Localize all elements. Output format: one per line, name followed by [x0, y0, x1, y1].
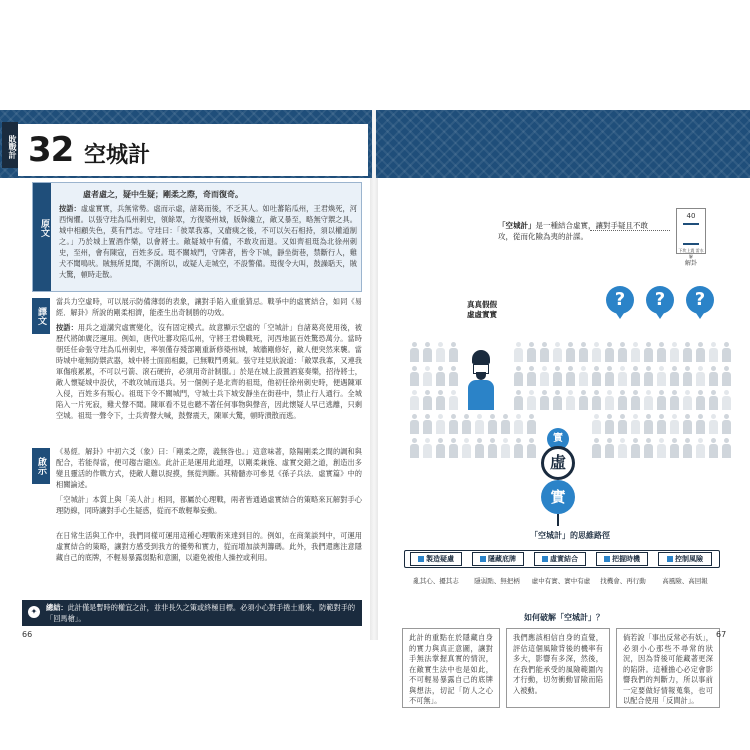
- soldier-icon: [592, 414, 601, 434]
- soldier-icon: [709, 390, 718, 410]
- soldier-icon: [657, 390, 666, 410]
- soldier-icon: [436, 438, 445, 458]
- soldier-icon: [449, 366, 458, 386]
- soldier-icon: [657, 438, 666, 458]
- soldier-icon: [410, 438, 419, 458]
- soldier-icon: [657, 414, 666, 434]
- original-label: 原文: [39, 219, 49, 237]
- soldier-icon: [683, 438, 692, 458]
- soldier-icon: [423, 414, 432, 434]
- soldier-icon: [475, 438, 484, 458]
- real-fake-label: 真真假假 虛虛實實: [467, 300, 497, 319]
- shi-badge-top: 實: [547, 428, 569, 450]
- center-arrow: [557, 514, 559, 526]
- soldier-icon: [592, 438, 601, 458]
- soldier-icon: [696, 342, 705, 362]
- question-bubble-3: ?: [686, 286, 714, 314]
- soldier-icon: [423, 342, 432, 362]
- soldier-icon: [605, 390, 614, 410]
- general-body: [468, 380, 494, 410]
- soldier-icon: [631, 366, 640, 386]
- general-hat: [472, 350, 490, 364]
- soldier-icon: [709, 438, 718, 458]
- soldier-icon: [722, 342, 731, 362]
- flow-step-1: 製造疑慮: [410, 552, 462, 566]
- soldier-icon: [605, 414, 614, 434]
- soldier-icon: [657, 342, 666, 362]
- soldier-icon: [488, 438, 497, 458]
- soldier-icon: [631, 438, 640, 458]
- soldier-icon: [722, 414, 731, 434]
- soldier-icon: [579, 366, 588, 386]
- enlightenment-para-1: 《易經．解卦》中初六爻（象）曰：「剛柔之際，義無咎也。」這意味著，陰陽剛柔之間的調和與配合，若能得當，便可趨吉避凶。此計正是運用此道理，以剛柔兼施、虛實交錯之道，創造出多變且靈活的作戰方式，使敵人難以捉摸，無從判斷。其精髓亦可參見《孫子兵法．虛實篇》中的相關論述。: [56, 447, 362, 489]
- soldier-icon: [514, 438, 523, 458]
- hexagram-number: 40: [686, 212, 696, 220]
- counter-tip-2: 我們應該相信自身的直覺，評估這個風險背後的機率有多大，影響有多深，然後，在我們能承受的風險範圍內才行動，切勿衝動冒險而陷入被動。: [506, 628, 610, 708]
- soldier-icon: [566, 342, 575, 362]
- soldier-icon: [683, 414, 692, 434]
- original-label-stripe: [33, 183, 51, 291]
- chapter-number: 32: [28, 130, 74, 170]
- question-bubble-2-tail: [656, 313, 664, 319]
- soldier-icon: [553, 390, 562, 410]
- soldier-icon: [514, 366, 523, 386]
- page-number-right: 67: [716, 630, 727, 639]
- soldier-icon: [722, 390, 731, 410]
- counter-tip-1: 此計的重點在於隱藏自身的實力與真正意圖，讓對手無法掌握真實的情況，在敵實生法中也是如此，不可輕易暴露自己的底牌與想法，切記「防人之心不可無」。: [402, 628, 500, 708]
- soldier-icon: [410, 390, 419, 410]
- soldier-icon: [553, 366, 562, 386]
- soldier-icon: [553, 342, 562, 362]
- soldier-icon: [670, 438, 679, 458]
- soldier-icon: [514, 390, 523, 410]
- interpretation-note: 按語：用兵之道講究虛實變化，沒有固定模式。故意顯示空虛的「空城計」自諸葛亮使用後，被歷代將帥廣泛運用。例如，唐代吐蕃攻陷瓜州，守將王君煥戰死，河西地區百姓驚恐萬分。當時朝廷任命張守珪為瓜州刺史，率領僅存殘部剛重新修築州城，城牆剛修好，敵人便突然來襲。當時城中毫無防禦武器，城中將士面面相覷，已無戰鬥勇氣。張守珪見狀說道：「敵眾我寡，又連我軍傷痕累累，不可以弓箭、滾石硬拚，必須用奇計制服。」於是在城上設置酒宴奏樂，招待將士，敵人懷疑城中設伏，不敢攻城而退兵。另一個例子是北齊的祖珽，他初任徐州刺史時，便遇陳軍入侵，百姓多有叛心。祖珽下令不關城門，守城士兵下城安靜坐在街巷中，禁止行人通行。全城陷入一片死寂，雞犬聲不聞。陳軍看不見也聽不著任何事物與聲音，因此懷疑人早已逃離，只剩空城。祖珽一聲令下，士兵齊聲大喊，鼓聲震天，陳軍大驚，頓時潰散而逃。: [56, 323, 362, 420]
- soldier-icon: [540, 366, 549, 386]
- hexagram-icon: [683, 223, 699, 245]
- soldier-icon: [514, 342, 523, 362]
- flow-step-1-marker-icon: [418, 556, 424, 562]
- soldier-icon: [605, 342, 614, 362]
- soldier-icon: [579, 390, 588, 410]
- soldier-icon: [683, 390, 692, 410]
- soldier-icon: [709, 342, 718, 362]
- soldier-icon: [527, 438, 536, 458]
- soldier-icon: [488, 414, 497, 434]
- soldier-icon: [410, 342, 419, 362]
- soldier-icon: [670, 366, 679, 386]
- question-bubble-1: ?: [606, 286, 634, 314]
- soldier-icon: [592, 366, 601, 386]
- hexagram-name: 解卦: [684, 260, 697, 267]
- soldier-icon: [709, 366, 718, 386]
- soldier-icon: [696, 414, 705, 434]
- soldier-icon: [605, 366, 614, 386]
- interpretation-label: 譯文: [32, 298, 50, 334]
- enlightenment-para-3: 在日常生活與工作中，我們同樣可運用這種心理戰術來達到目的。例如，在商業談判中，可運用虛實結合的策略，讓對方感受到我方的優勢和實力，從而增加談判籌碼。此外，我們還應注意隱藏自己的底牌，不輕易暴露弱點和意圖，以避免被他人操控或利用。: [56, 531, 362, 562]
- soldier-icon: [423, 390, 432, 410]
- xu-badge: 虛: [541, 446, 575, 480]
- soldier-icon: [514, 414, 523, 434]
- soldier-icon: [631, 342, 640, 362]
- soldier-icon: [618, 390, 627, 410]
- flow-desc-3: 虛中有實、實中有虛: [531, 577, 591, 585]
- original-note: 按語：虛虛實實，兵無常勢。虛而示虛，諸葛而後，不乏其人。如吐蕃陷瓜州，王君煥死，河西恟懼。以張守珪為瓜州刺史，領餘眾，方復築州城，版榦纔立，敵又暴至，略無守禦之具。城中相顧失色，莫有鬥志。守珪曰：「彼眾我寡，又瘡痍之後，不可以矢石相持，須以權道制之。」乃於城上置酒作樂，以會將士。敵疑城中有備，不敢攻而退。又如齊祖珽為北徐州刺史，至州，會有陳寇，百姓多反。珽不關城門，守陴者，皆令下城，靜坐街巷，禁斷行人，雞犬不聞鳴吠。賊無所見聞，不測所以，或疑人走城空，不設警備。珽復令大叫，鼓譟聒天，賊大驚，頓時走散。: [59, 204, 357, 279]
- chapter-title: 空城計: [84, 143, 151, 168]
- soldier-icon: [670, 390, 679, 410]
- soldier-icon: [618, 342, 627, 362]
- soldier-icon: [410, 366, 419, 386]
- enlightenment-para-2: 「空城計」本質上與「美人計」相同，都屬於心理戰，兩者皆通過虛實結合的策略來瓦解對手心理防線，同時讓對手心生疑惑，從而不敢輕舉妄動。: [56, 495, 362, 515]
- soldier-icon: [618, 366, 627, 386]
- general-beard: [476, 372, 486, 380]
- soldier-icon: [527, 414, 536, 434]
- hexagram-caption: 下坎上震 雷水解: [678, 248, 704, 259]
- soldier-icon: [644, 342, 653, 362]
- soldier-icon: [449, 414, 458, 434]
- soldier-icon: [644, 438, 653, 458]
- soldier-icon: [436, 366, 445, 386]
- soldier-icon: [696, 366, 705, 386]
- soldier-icon: [462, 438, 471, 458]
- soldier-icon: [540, 390, 549, 410]
- flow-desc-1: 亂其心、擾其志: [413, 577, 459, 585]
- soldier-icon: [527, 390, 536, 410]
- general-figure: [466, 350, 496, 410]
- interpretation-text: 當兵力空虛時，可以展示防備薄弱的表象，讓對手陷入重重猜忌。戰爭中的虛實結合，如同《易經．解卦》所說的剛柔相濟，能產生出奇制勝的功效。: [56, 297, 362, 317]
- soldier-icon: [475, 414, 484, 434]
- soldier-icon: [722, 438, 731, 458]
- flow-step-5-marker-icon: [667, 556, 673, 562]
- flow-step-3: 虛實結合: [534, 552, 586, 566]
- soldier-icon: [605, 438, 614, 458]
- soldier-icon: [683, 366, 692, 386]
- soldier-icon: [670, 342, 679, 362]
- section-tab: 敗戰計: [2, 122, 18, 168]
- soldier-icon: [618, 438, 627, 458]
- soldier-icon: [696, 390, 705, 410]
- soldier-icon: [566, 390, 575, 410]
- how-to-counter-title: 如何破解「空城計」？: [524, 613, 604, 622]
- soldier-icon: [501, 414, 510, 434]
- flow-step-2: 隱藏底牌: [472, 552, 524, 566]
- soldier-icon: [657, 366, 666, 386]
- soldier-icon: [631, 414, 640, 434]
- soldier-icon: [618, 414, 627, 434]
- soldier-icon: [527, 366, 536, 386]
- soldier-icon: [410, 414, 419, 434]
- soldier-icon: [566, 366, 575, 386]
- soldier-icon: [527, 342, 536, 362]
- book-gutter: [370, 110, 378, 640]
- flow-step-5: 控制風險: [658, 552, 712, 566]
- soldier-icon: [436, 414, 445, 434]
- soldier-icon: [436, 390, 445, 410]
- soldier-icon: [449, 438, 458, 458]
- soldier-icon: [696, 438, 705, 458]
- enlightenment-label: 啟示: [32, 448, 50, 484]
- soldier-icon: [631, 390, 640, 410]
- soldier-icon: [592, 390, 601, 410]
- soldier-icon: [670, 414, 679, 434]
- original-quote: 虛者虛之，疑中生疑；剛柔之際，奇而復奇。: [83, 190, 243, 199]
- flow-desc-5: 高風險、高回報: [662, 577, 708, 585]
- header-pattern-right: [376, 110, 750, 178]
- soldier-icon: [644, 390, 653, 410]
- flow-step-3-marker-icon: [542, 556, 548, 562]
- question-bubble-1-tail: [616, 313, 624, 319]
- question-bubble-3-tail: [696, 313, 704, 319]
- soldier-icon: [449, 342, 458, 362]
- page-number-left: 66: [22, 630, 33, 639]
- flow-title: 「空城計」的思維路徑: [530, 531, 610, 540]
- summary-bulb-icon: ✦: [28, 606, 40, 618]
- soldier-icon: [501, 438, 510, 458]
- question-bubble-2: ?: [646, 286, 674, 314]
- summary-bar: ✦ 總結：此計僅是暫時的權宜之計，並非長久之策或終極目標。必須小心對手捲土重來，防範對手的「回馬槍」。: [22, 600, 362, 626]
- soldier-icon: [644, 366, 653, 386]
- soldier-icon: [683, 342, 692, 362]
- definition-quote: 「空城計」是一種結合虛實，讓對手疑且不敢攻，從而化險為夷的計謀。: [498, 221, 648, 241]
- original-text-box: [32, 182, 362, 292]
- soldier-icon: [540, 342, 549, 362]
- flow-step-4-marker-icon: [604, 556, 610, 562]
- soldier-icon: [436, 342, 445, 362]
- soldier-icon: [449, 390, 458, 410]
- soldier-icon: [423, 438, 432, 458]
- flow-desc-4: 找機會、再行動: [600, 577, 646, 585]
- shi-badge-bottom: 實: [541, 480, 575, 514]
- soldier-icon: [423, 366, 432, 386]
- flow-step-4: 把握時機: [596, 552, 648, 566]
- soldier-icon: [592, 342, 601, 362]
- soldier-icon: [579, 342, 588, 362]
- definition-leader-line: [590, 230, 670, 231]
- soldier-icon: [462, 414, 471, 434]
- flow-desc-2: 隱弱點、無把柄: [474, 577, 520, 585]
- soldier-icon: [709, 414, 718, 434]
- soldier-icon: [722, 366, 731, 386]
- book-spread: [0, 110, 750, 705]
- soldier-icon: [644, 414, 653, 434]
- counter-tip-3: 倘若說「事出反常必有妖」，必須小心那些不尋常的狀況，因為背後可能藏著更深的陷阱。這種擔心必定會影響我們的判斷力，所以事前一定要做好情報蒐集，也可以配合使用「反間計」。: [616, 628, 720, 708]
- flow-step-2-marker-icon: [480, 556, 486, 562]
- hexagram-card: [676, 208, 706, 259]
